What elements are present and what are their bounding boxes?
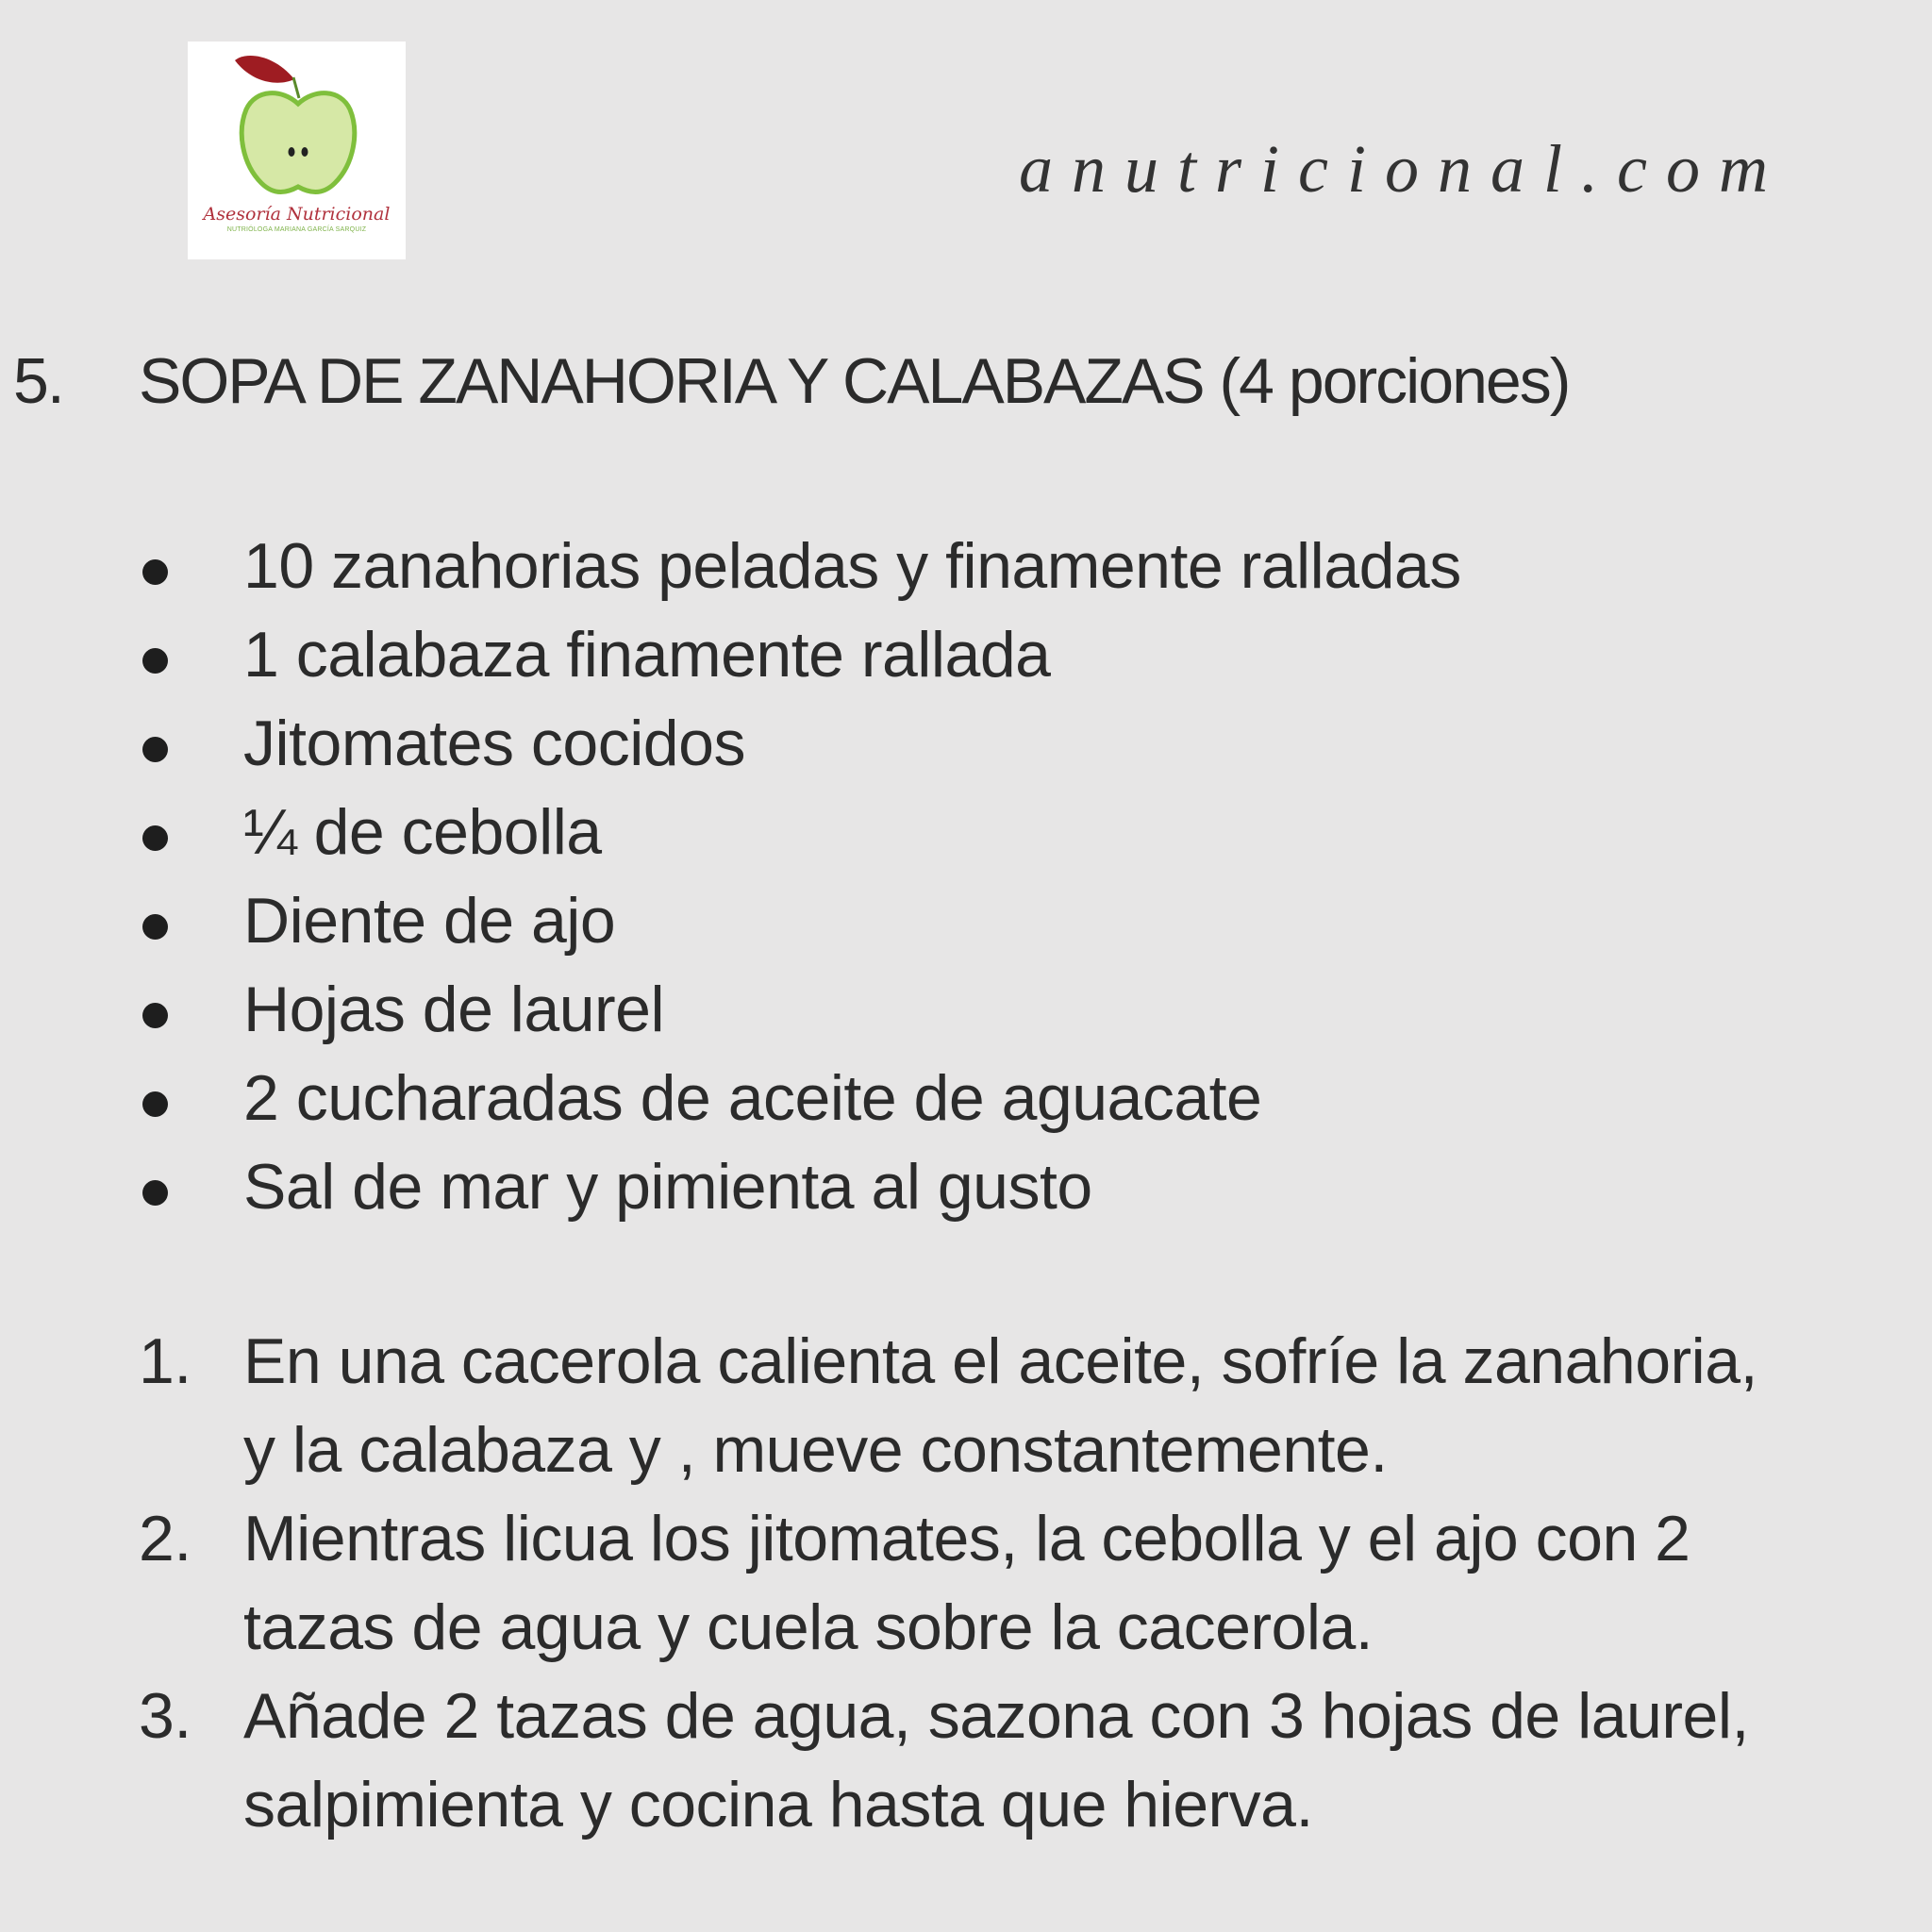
step-line: tazas de agua y cuela sobre la cacerola. xyxy=(243,1591,1374,1663)
site-name: anutricional.com xyxy=(1019,131,1787,207)
step-item xyxy=(0,1317,1932,1494)
ingredient-text: ¼ de cebolla xyxy=(243,796,602,868)
recipe-number: 5. xyxy=(13,345,63,417)
step-number: 1. xyxy=(139,1325,192,1397)
step-line: Mientras licua los jitomates, la cebolla y el ajo con 2 xyxy=(243,1503,1690,1574)
bullet-icon xyxy=(142,648,168,674)
bullet-icon xyxy=(142,914,168,940)
step-number: 3. xyxy=(139,1680,192,1752)
ingredient-text: 2 cucharadas de aceite de aguacate xyxy=(243,1062,1262,1134)
recipe-title: SOPA DE ZANAHORIA Y CALABAZAS (4 porciones) xyxy=(139,345,1570,417)
ingredient-text: 10 zanahorias peladas y finamente ralladas xyxy=(243,530,1461,602)
bullet-icon xyxy=(142,1091,168,1117)
step-item xyxy=(0,1494,1932,1672)
step-line: y la calabaza y , mueve constantemente. xyxy=(243,1414,1388,1486)
step-text xyxy=(243,1672,1932,1849)
step-number: 2. xyxy=(139,1503,192,1574)
step-line: salpimienta y cocina hasta que hierva. xyxy=(243,1769,1313,1840)
logo-subtitle: NUTRIÓLOGA MARIANA GARCÍA SARQUIZ xyxy=(226,226,367,233)
logo-name: Asesoría Nutricional xyxy=(203,204,391,225)
step-line: Añade 2 tazas de agua, sazona con 3 hojas de laurel, xyxy=(243,1680,1749,1752)
ingredient-text: Jitomates cocidos xyxy=(243,708,745,779)
step-text xyxy=(243,1494,1932,1672)
ingredient-text: Diente de ajo xyxy=(243,885,616,957)
step-text xyxy=(243,1317,1932,1494)
ingredient-text: 1 calabaza finamente rallada xyxy=(243,619,1051,691)
bullet-icon xyxy=(142,825,168,851)
step-item xyxy=(0,1672,1932,1849)
ingredient-text: Hojas de laurel xyxy=(243,974,665,1045)
ingredient-text: Sal de mar y pimienta al gusto xyxy=(243,1151,1092,1223)
bullet-icon xyxy=(142,737,168,762)
bullet-icon xyxy=(142,1003,168,1028)
steps-list xyxy=(0,1317,1932,1849)
logo xyxy=(188,42,406,259)
bullet-icon xyxy=(142,559,168,585)
step-line: En una cacerola calienta el aceite, sofríe la zanahoria, xyxy=(243,1325,1757,1397)
bullet-icon xyxy=(142,1180,168,1206)
